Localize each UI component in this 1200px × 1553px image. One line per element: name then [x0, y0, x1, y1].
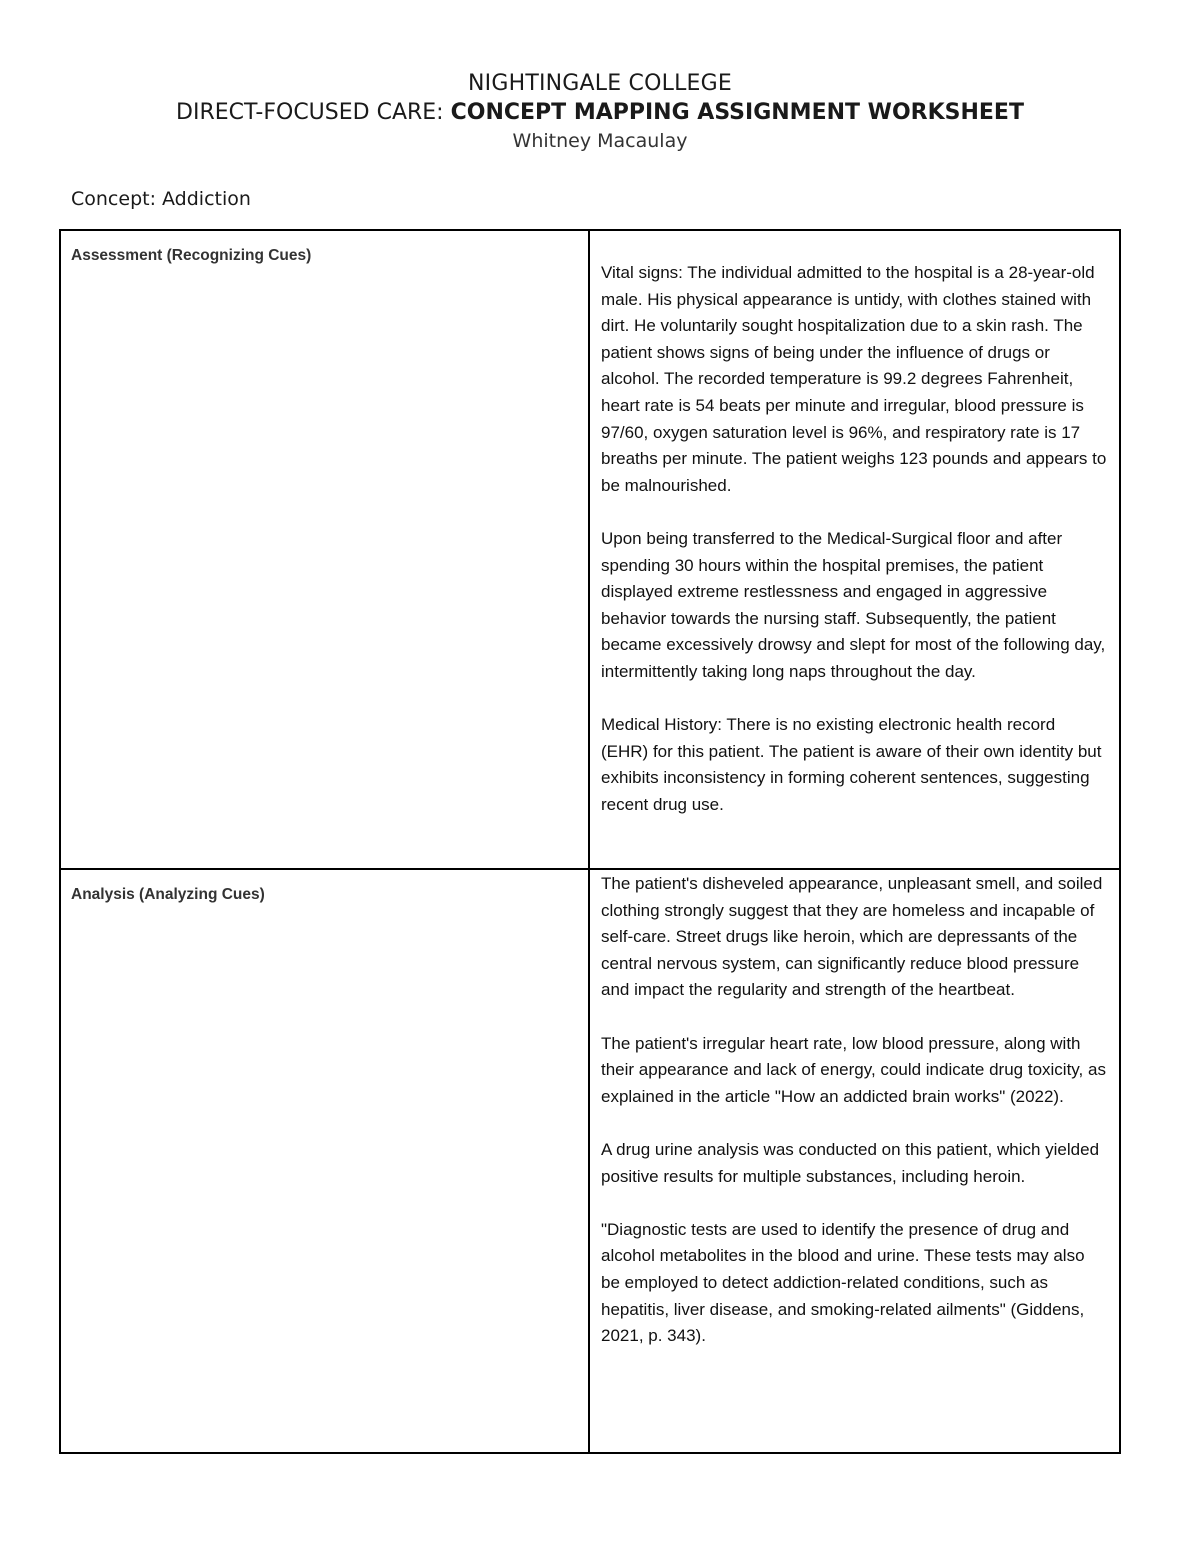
paragraph: A drug urine analysis was conducted on this patient, which yielded positive results for multiple substances, including heroin.: [601, 1139, 1100, 1186]
row-content-cell: [590, 231, 1119, 868]
row-content-cell: [590, 870, 1119, 1452]
table-row: [61, 870, 1119, 1452]
author-name: Whitney Macaulay: [512, 130, 688, 152]
college-name: NIGHTINGALE COLLEGE: [467, 71, 732, 96]
paragraph: Upon being transferred to the Medical-Surgical floor and after spending 30 hours within the hospital premises, the patient displayed extreme restlessness and engaged in aggressive behavior towards the nursing staff. Subsequently, the patient became excessively drowsy and slept for most of the following day, intermittently taking long naps throughout the day.: [601, 528, 1106, 681]
row-label: Analysis (Analyzing Cues): [71, 886, 265, 903]
paragraph: Medical History: There is no existing electronic health record (EHR) for this patient. The patient is aware of their own identity but exhibits inconsistency in forming coherent sentences, suggesting recent drug use.: [601, 715, 1102, 814]
table-row: [61, 231, 1119, 870]
paragraph: The patient's disheveled appearance, unpleasant smell, and soiled clothing strongly suggest that they are homeless and incapable of self-care. Street drugs like heroin, which are depressants of the central nervous system, can significantly reduce blood pressure and impact the regularity and strength of the heartbeat.: [601, 874, 1103, 1000]
title-prefix: DIRECT-FOCUSED CARE:: [176, 100, 451, 125]
paragraph: The patient's irregular heart rate, low blood pressure, along with their appearance and lack of energy, could indicate drug toxicity, as explained in the article "How an addicted brain works" (2022).: [601, 1033, 1106, 1106]
row-label: Assessment (Recognizing Cues): [71, 247, 312, 264]
paragraph: "Diagnostic tests are used to identify the presence of drug and alcohol metabolites in the blood and urine. These tests may also be employed to detect addiction-related conditions, such as hepatitis, liver disease, and smoking-related ailments" (Giddens, 2021, p. 343).: [601, 1219, 1085, 1346]
row-label-cell: [61, 231, 590, 868]
concept-label: Concept: Addiction: [71, 188, 251, 210]
paragraph: Vital signs: The individual admitted to the hospital is a 28-year-old male. His physical appearance is untidy, with clothes stained with dirt. He voluntarily sought hospitalization due to a skin rash. The patient shows signs of being under the influence of drugs or alcohol. The recorded temperature is 99.2 degrees Fahrenheit, heart rate is 54 beats per minute and irregular, blood pressure is 97/60, oxygen saturation level is 96%, and respiratory rate is 17 breaths per minute. The patient weighs 123 pounds and appears to be malnourished.: [601, 263, 1107, 495]
worksheet-title: [0, 98, 1200, 128]
row-label-cell: [61, 870, 590, 1452]
worksheet-table: [59, 229, 1121, 1454]
document-header: [0, 70, 1200, 154]
title-bold: CONCEPT MAPPING ASSIGNMENT WORKSHEET: [450, 100, 1024, 125]
